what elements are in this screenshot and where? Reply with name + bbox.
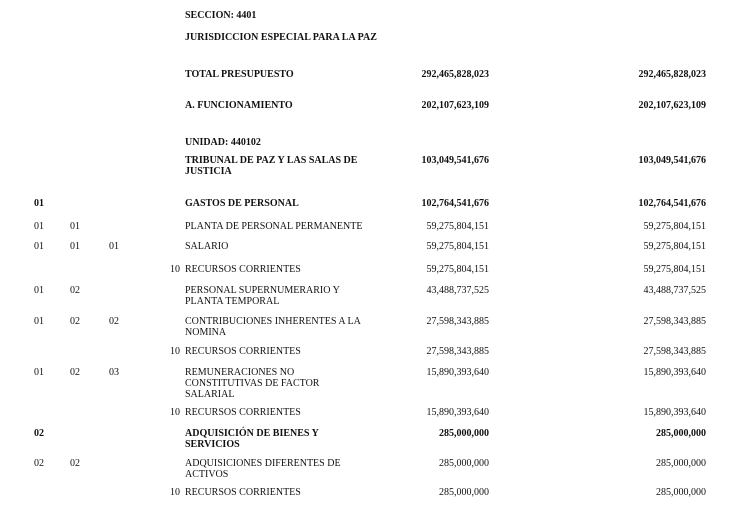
code-level-1: 01 xyxy=(34,367,44,378)
row-value-2: 15,890,393,640 xyxy=(643,407,706,418)
section-code: SECCION: 4401 xyxy=(185,10,257,21)
row-value-1: 27,598,343,885 xyxy=(426,346,489,357)
code-level-1: 02 xyxy=(34,428,44,439)
code-level-1: 01 xyxy=(34,316,44,327)
code-level-2: 02 xyxy=(70,316,80,327)
code-level-1: 01 xyxy=(34,198,44,209)
row-description: RECURSOS CORRIENTES xyxy=(185,264,301,275)
row-value-2: 59,275,804,151 xyxy=(643,264,706,275)
code-level-3: 01 xyxy=(109,241,119,252)
code-level-1: 02 xyxy=(34,458,44,469)
summary-label: TOTAL PRESUPUESTO xyxy=(185,69,294,80)
row-value-1: 285,000,000 xyxy=(439,428,489,439)
source-code: 10 xyxy=(170,264,180,275)
row-description: RECURSOS CORRIENTES xyxy=(185,407,301,418)
summary-label: A. FUNCIONAMIENTO xyxy=(185,100,293,111)
row-value-1: 285,000,000 xyxy=(439,487,489,498)
row-value-1: 285,000,000 xyxy=(439,458,489,469)
code-level-2: 01 xyxy=(70,241,80,252)
row-description: GASTOS DE PERSONAL xyxy=(185,198,299,209)
code-level-1: 01 xyxy=(34,221,44,232)
row-value-2: 285,000,000 xyxy=(656,458,706,469)
row-value-1: 102,764,541,676 xyxy=(421,198,489,209)
unit-name: TRIBUNAL DE PAZ Y LAS SALAS DE JUSTICIA xyxy=(185,155,358,177)
row-description: ADQUISICIÓN DE BIENES Y SERVICIOS xyxy=(185,428,319,450)
row-description: CONTRIBUCIONES INHERENTES A LA NOMINA xyxy=(185,316,361,338)
summary-value-1: 292,465,828,023 xyxy=(421,69,489,80)
summary-value-2: 292,465,828,023 xyxy=(638,69,706,80)
row-value-1: 15,890,393,640 xyxy=(426,407,489,418)
row-description: PLANTA DE PERSONAL PERMANENTE xyxy=(185,221,363,232)
row-value-2: 15,890,393,640 xyxy=(643,367,706,378)
row-description: ADQUISICIONES DIFERENTES DE ACTIVOS xyxy=(185,458,341,480)
code-level-2: 02 xyxy=(70,458,80,469)
unit-code: UNIDAD: 440102 xyxy=(185,137,261,148)
row-value-1: 59,275,804,151 xyxy=(426,221,489,232)
row-description: PERSONAL SUPERNUMERARIO Y PLANTA TEMPORAL xyxy=(185,285,340,307)
code-level-3: 03 xyxy=(109,367,119,378)
source-code: 10 xyxy=(170,487,180,498)
row-value-2: 285,000,000 xyxy=(656,428,706,439)
row-value-1: 59,275,804,151 xyxy=(426,264,489,275)
row-value-2: 43,488,737,525 xyxy=(643,285,706,296)
code-level-2: 02 xyxy=(70,367,80,378)
row-value-2: 27,598,343,885 xyxy=(643,346,706,357)
row-description: REMUNERACIONES NO CONSTITUTIVAS DE FACTOR SALARIAL xyxy=(185,367,320,400)
code-level-1: 01 xyxy=(34,285,44,296)
row-value-2: 59,275,804,151 xyxy=(643,221,706,232)
entity-name: JURISDICCION ESPECIAL PARA LA PAZ xyxy=(185,32,377,43)
row-value-2: 59,275,804,151 xyxy=(643,241,706,252)
code-level-2: 02 xyxy=(70,285,80,296)
code-level-2: 01 xyxy=(70,221,80,232)
unit-value-2: 103,049,541,676 xyxy=(638,155,706,166)
row-value-1: 43,488,737,525 xyxy=(426,285,489,296)
row-value-2: 102,764,541,676 xyxy=(638,198,706,209)
row-value-2: 285,000,000 xyxy=(656,487,706,498)
code-level-1: 01 xyxy=(34,241,44,252)
row-description: SALARIO xyxy=(185,241,229,252)
row-description: RECURSOS CORRIENTES xyxy=(185,487,301,498)
unit-value-1: 103,049,541,676 xyxy=(421,155,489,166)
row-value-1: 59,275,804,151 xyxy=(426,241,489,252)
code-level-3: 02 xyxy=(109,316,119,327)
row-value-1: 27,598,343,885 xyxy=(426,316,489,327)
row-value-1: 15,890,393,640 xyxy=(426,367,489,378)
source-code: 10 xyxy=(170,407,180,418)
source-code: 10 xyxy=(170,346,180,357)
row-value-2: 27,598,343,885 xyxy=(643,316,706,327)
summary-value-2: 202,107,623,109 xyxy=(638,100,706,111)
summary-value-1: 202,107,623,109 xyxy=(421,100,489,111)
row-description: RECURSOS CORRIENTES xyxy=(185,346,301,357)
